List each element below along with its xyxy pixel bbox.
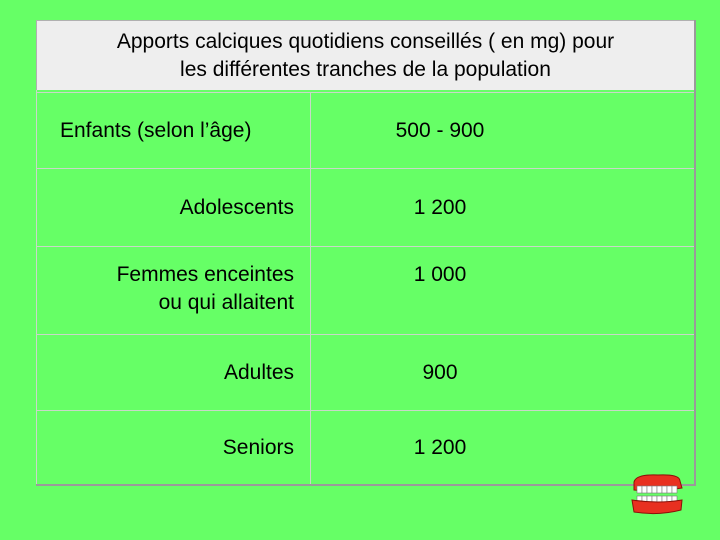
calcium-table [36,20,696,486]
row-group-cell [36,247,310,334]
row-group-line-1: Femmes enceintes [116,263,294,286]
table-row [36,246,694,334]
table-title [36,20,694,90]
chattering-teeth-icon [628,472,686,516]
row-group-cell: Adolescents [179,195,294,219]
row-value-cell: 500 - 900 [395,118,485,142]
table-row [36,168,694,246]
row-value-cell: 1 000 [413,263,467,286]
row-value-cell: 1 200 [413,195,467,219]
row-group-cell: Adultes [223,360,294,384]
table-row [36,334,694,410]
table-row [36,410,694,484]
row-group-line-2: ou qui allaitent [158,291,294,314]
row-group-cell: Seniors [222,435,294,459]
table-row [36,92,694,168]
row-value-cell: 900 [422,360,458,384]
row-group-cell: Enfants (selon l’âge) [60,118,252,142]
row-value-cell: 1 200 [413,435,467,459]
table-title-line-1: Apports calciques quotidiens conseillés ( en mg) pour [116,29,615,53]
table-title-line-2: les différentes tranches de la population [180,57,551,81]
